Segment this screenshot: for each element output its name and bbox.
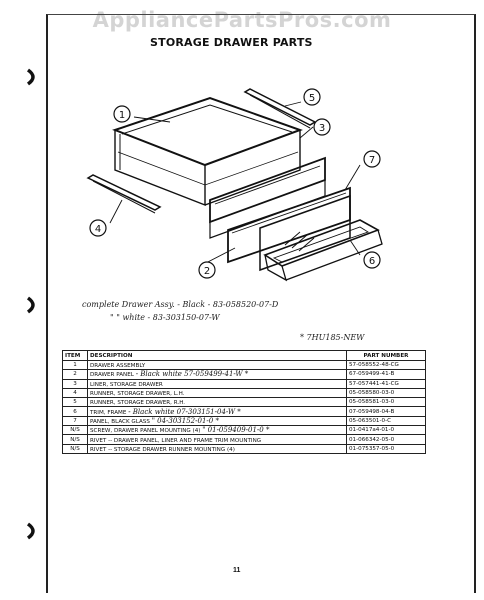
page-number: 11 [233, 567, 241, 574]
row-part-number: 05-058580-03-0 [347, 388, 426, 397]
row-part-number: 01-075357-05-0 [347, 444, 426, 453]
watermark: AppliancePartsPros.com [92, 8, 392, 32]
callout-3 [314, 119, 330, 135]
row-item: 3 [63, 379, 88, 388]
header-part-number: PART NUMBER [347, 351, 426, 361]
row-description [88, 379, 347, 388]
callout-4 [90, 220, 106, 236]
table-row [63, 426, 426, 435]
row-annotation: " 04-303152-01-0 * [151, 416, 219, 425]
table-row [63, 361, 426, 370]
punch-hole-top [26, 68, 40, 86]
parts-table [62, 350, 426, 454]
callout-5-label: 5 [308, 93, 316, 104]
row-description [88, 398, 347, 407]
table-row [63, 407, 426, 416]
row-description [88, 407, 347, 416]
row-item: N/S [63, 444, 88, 453]
table-row [63, 370, 426, 379]
row-description [88, 435, 347, 444]
row-description-text: RUNNER, STORAGE DRAWER, R.H. [90, 400, 186, 407]
row-description [88, 361, 347, 370]
callout-7 [364, 151, 380, 167]
row-description [88, 388, 347, 397]
drawer-assembly-drawing [115, 98, 300, 205]
row-description-text: RIVET -- DRAWER PANEL, LINER AND FRAME TRIM MOUNTING [90, 437, 262, 444]
row-part-number: 05-063501-0-C [347, 416, 426, 425]
row-description-text: DRAWER ASSEMBLY [90, 363, 146, 370]
row-part-number: 57-057441-41-CG [347, 379, 426, 388]
row-annotation: - Black white 57-059499-41-W * [135, 370, 249, 379]
row-description-text: LINER, STORAGE DRAWER [90, 381, 163, 388]
callout-2 [199, 262, 215, 278]
row-item: 2 [63, 370, 88, 379]
row-part-number: 67-059499-41-B [347, 370, 426, 379]
runner-lh-drawing [88, 175, 160, 213]
row-description-text: SCREW, DRAWER PANEL MOUNTING (4) [90, 428, 201, 435]
handwritten-note-white: " " white - 83-303150-07-W [110, 313, 220, 322]
callout-1-label: 1 [118, 110, 126, 121]
table-row [63, 388, 426, 397]
row-description-text: TRIM, FRAME [90, 409, 127, 416]
table-row [63, 416, 426, 425]
punch-hole-middle [26, 296, 40, 314]
table-header-row [63, 351, 426, 361]
table-row [63, 435, 426, 444]
header-description: DESCRIPTION [88, 351, 347, 361]
row-item: N/S [63, 426, 88, 435]
row-annotation: - Black white 07-303151-04-W * [128, 407, 241, 416]
callout-5 [304, 89, 320, 105]
row-item: N/S [63, 435, 88, 444]
table-row [63, 398, 426, 407]
header-item: ITEM [63, 351, 88, 361]
callout-1 [114, 106, 130, 122]
row-item: 1 [63, 361, 88, 370]
row-description [88, 370, 347, 379]
row-part-number: 57-058552-48-CG [347, 361, 426, 370]
handwritten-new-note: * 7HU185-NEW [300, 333, 365, 342]
punch-hole-bottom [26, 522, 40, 540]
handwritten-note-black: complete Drawer Assy. - Black - 83-058520-07-D [82, 300, 279, 309]
row-part-number: 07-059498-04-B [347, 407, 426, 416]
callout-6 [364, 252, 380, 268]
callout-3-label: 3 [318, 123, 326, 134]
callout-2-label: 2 [203, 266, 211, 277]
row-description [88, 426, 347, 435]
row-description [88, 444, 347, 453]
callout-4-label: 4 [94, 224, 102, 235]
row-description-text: RIVET -- STORAGE DRAWER RUNNER MOUNTING (4) [90, 446, 235, 453]
row-description-text: PANEL, BLACK GLASS [90, 418, 150, 425]
row-description-text: DRAWER PANEL [90, 372, 134, 379]
exploded-diagram [60, 70, 400, 290]
row-part-number: 01-0417a4-01-0 [347, 426, 426, 435]
callout-7-label: 7 [368, 155, 376, 166]
row-annotation: " 01-059409-01-0 * [202, 426, 270, 435]
table-row [63, 444, 426, 453]
table-row [63, 379, 426, 388]
page-title: STORAGE DRAWER PARTS [150, 36, 313, 49]
row-description-text: RUNNER, STORAGE DRAWER, L.H. [90, 391, 185, 398]
callout-6-label: 6 [368, 256, 376, 267]
row-description [88, 416, 347, 425]
row-item: 6 [63, 407, 88, 416]
row-item: 5 [63, 398, 88, 407]
row-item: 4 [63, 388, 88, 397]
row-part-number: 01-066342-05-0 [347, 435, 426, 444]
row-item: 7 [63, 416, 88, 425]
row-part-number: 05-058581-03-0 [347, 398, 426, 407]
